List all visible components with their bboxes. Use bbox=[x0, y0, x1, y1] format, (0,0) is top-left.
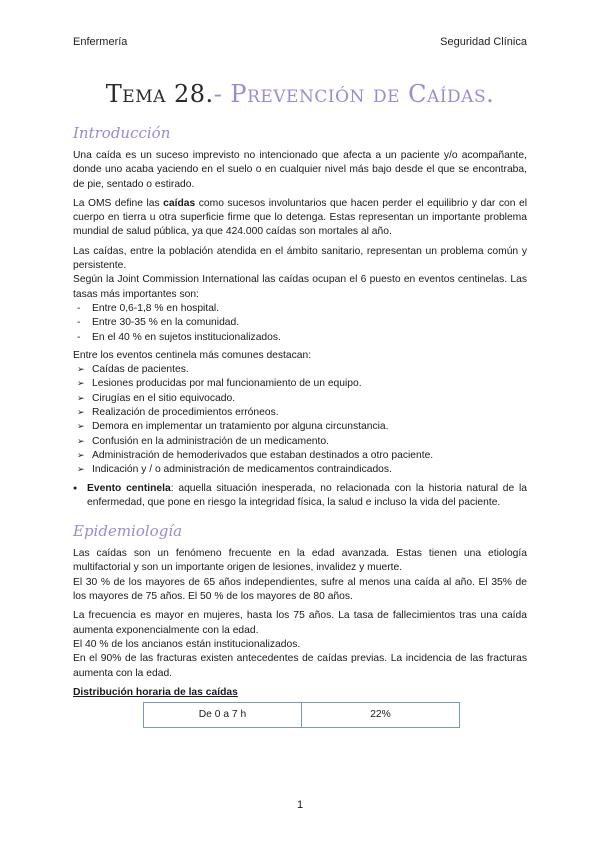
document-body bbox=[73, 118, 527, 728]
list-item: - Entre 30-35 % en la comunidad. bbox=[73, 316, 527, 330]
list-item: ➢ Realización de procedimientos erróneos. bbox=[73, 406, 527, 420]
header-topic: Seguridad Clínica bbox=[440, 36, 527, 48]
list-item: ➢ Demora en implementar un tratamiento por alguna circunstancia. bbox=[73, 420, 527, 434]
intro-paragraph-2 bbox=[73, 197, 527, 240]
list-item: ➢ Indicación y / o administración de medicamentos contraindicados. bbox=[73, 463, 527, 477]
definition-evento-centinela bbox=[73, 482, 527, 511]
bold-term: caídas bbox=[163, 197, 196, 209]
intro-paragraph-1: Una caída es un suceso imprevisto no intencionado que afecta a un paciente y/o acompañante, donde uno acaba yaciendo en el suelo o en cualquier nivel más bajo desde el que se encontraba, de pie, sentado o estirado. bbox=[73, 150, 527, 190]
table-cell-range: De 0 a 7 h bbox=[144, 703, 302, 728]
heading-epidemiologia: Epidemiología bbox=[73, 522, 183, 541]
intro-paragraph-4: Según la Joint Commission International las caídas ocupan el 6 puesto en eventos centinelas. Las tasas más importantes son: bbox=[73, 274, 527, 300]
list-item: ➢ Administración de hemoderivados que estaban destinados a otro paciente. bbox=[73, 449, 527, 463]
heading-introduccion: Introducción bbox=[73, 124, 171, 142]
list-item: ➢ Cirugías en el sitio equivocado. bbox=[73, 392, 527, 406]
epi-paragraph-3: La frecuencia es mayor en mujeres, hasta los 75 años. La tasa de fallecimientos tras una caída aumenta exponencialmente con la edad. bbox=[73, 610, 527, 636]
intro-paragraph-3: Las caídas, entre la población atendida en el ámbito sanitario, representan un problema común y persistente. bbox=[73, 245, 527, 272]
list-item: - En el 40 % en sujetos institucionalizados. bbox=[73, 331, 527, 345]
list-item: ➢ Lesiones producidas por mal funcionamiento de un equipo. bbox=[73, 377, 527, 391]
text-run: : aquella situación inesperada, no relacionada con la historia natural de la enfermedad, que pone en riesgo la integridad física, la salud e incluso la vida del paciente. bbox=[87, 482, 528, 508]
schedule-table bbox=[143, 702, 460, 728]
header-subject: Enfermería bbox=[73, 36, 128, 48]
table-title: Distribución horaria de las caídas bbox=[73, 686, 238, 698]
title-text: - Prevención de Caídas. bbox=[213, 80, 495, 108]
bold-term: Evento centinela bbox=[87, 482, 171, 494]
list-item: ➢ Caídas de pacientes. bbox=[73, 363, 527, 377]
intro-paragraph-5: Entre los eventos centinela más comunes destacan: bbox=[73, 349, 312, 361]
epi-paragraph-4: El 40 % de los ancianos están institucionalizados. bbox=[73, 638, 301, 650]
list-item: ➢ Confusión en la administración de un medicamento. bbox=[73, 435, 527, 449]
epi-paragraph-2: El 30 % de los mayores de 65 años independientes, sufre al menos una caída al año. El 35% de los mayores de 75 años. El 50 % de los mayores de 80 años. bbox=[73, 576, 527, 603]
text-run: La OMS define las bbox=[73, 197, 164, 209]
rates-list bbox=[73, 302, 527, 345]
page-title bbox=[0, 80, 600, 108]
page-number: 1 bbox=[296, 799, 304, 811]
table-row bbox=[144, 703, 460, 728]
list-item: - Entre 0,6-1,8 % en hospital. bbox=[73, 302, 527, 316]
table-cell-value: 22% bbox=[302, 703, 460, 728]
title-number: Tema 28. bbox=[105, 80, 214, 108]
events-list bbox=[73, 363, 527, 477]
epi-paragraph-5: En el 90% de las fracturas existen antecedentes de caídas previas. La incidencia de las fracturas aumenta con la edad. bbox=[73, 653, 527, 679]
text-run: como sucesos involuntarios que hacen perder el equilibrio y dar con el cuerpo en tierra u otra superficie firme que lo detenga. Estas representan un importante problema mundial de salud pública, ya que 424.000 caídas son mortales al año. bbox=[73, 197, 527, 238]
epi-paragraph-1: Las caídas son un fenómeno frecuente en la edad avanzada. Estas tienen una etiología multifactorial y son un importante origen de lesiones, invalidez y muerte. bbox=[73, 548, 527, 574]
